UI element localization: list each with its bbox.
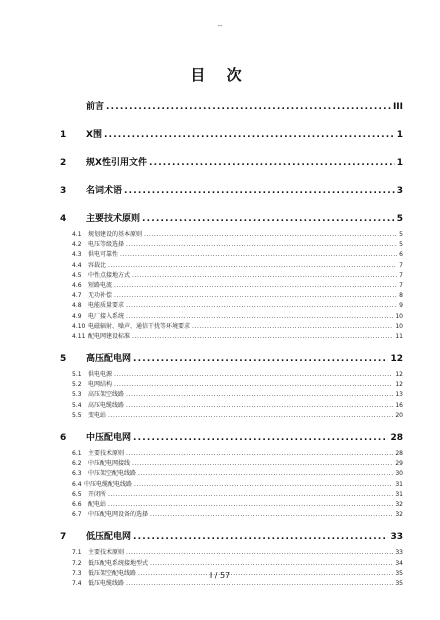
toc-entry-page: 10 <box>395 322 403 330</box>
toc-leader-dots <box>144 230 397 240</box>
toc-section-entry[interactable] <box>60 380 403 390</box>
toc-chapter-entry[interactable] <box>60 427 403 449</box>
toc-section-entry[interactable] <box>60 401 403 411</box>
toc-entry-page: 7 <box>399 261 403 269</box>
toc-leader-dots <box>192 322 393 332</box>
toc-entry-label: 低压电缆线路 <box>88 579 125 587</box>
toc-entry-page: 33 <box>390 532 403 543</box>
toc-entry-number: 4.8 <box>72 302 82 310</box>
toc-entry-page: 20 <box>395 411 403 419</box>
toc-entry-label: 短路电流 <box>88 281 113 289</box>
toc-entry-number: 5.5 <box>72 411 82 419</box>
toc-chapter-entry[interactable] <box>60 124 403 146</box>
toc-entry-page: 10 <box>395 312 403 320</box>
toc-entry-label: 规X性引用文件 <box>86 158 147 168</box>
toc-entry-page: 11 <box>395 332 403 340</box>
toc-chapter-entry[interactable] <box>60 348 403 370</box>
toc-entry-number: 6.5 <box>72 490 82 498</box>
toc-entry-number: 4.11 <box>72 332 86 340</box>
toc-leader-dots <box>126 390 393 400</box>
toc-entry-page: 3 <box>396 186 403 196</box>
toc-entry-label: 名词术语 <box>86 186 123 196</box>
toc-entry-label: 中性点接地方式 <box>88 271 131 279</box>
toc-entry-number: 6.2 <box>72 460 82 468</box>
toc-leader-dots <box>108 411 393 421</box>
toc-entry-page: 28 <box>390 433 403 443</box>
toc-leader-dots <box>108 261 397 271</box>
toc-leader-dots <box>132 332 393 342</box>
toc-entry-number: 4.2 <box>72 241 82 249</box>
toc-section-entry[interactable] <box>60 559 403 569</box>
toc-leader-dots <box>150 510 393 520</box>
toc-entry-number: 4.9 <box>72 312 82 320</box>
toc-entry-page: 31 <box>395 480 403 488</box>
toc-leader-dots <box>126 548 393 558</box>
toc-entry-label: 主要技术原则 <box>88 549 125 557</box>
toc-section-entry[interactable] <box>60 370 403 380</box>
toc-entry-number: 7.4 <box>72 579 82 587</box>
toc-entry-label: 配电网建设标准 <box>88 332 131 340</box>
toc-entry-label: 电磁辐射、噪声、通信干扰等环境要求 <box>88 322 191 330</box>
toc-entry-number: 7.3 <box>72 569 82 577</box>
toc-entry-label: 电网结构 <box>88 381 113 389</box>
toc-entry-number: 6.3 <box>72 470 82 478</box>
toc-entry-number: 5.1 <box>72 371 82 379</box>
toc-entry-label: 变电站 <box>88 411 107 419</box>
toc-entry-page: 35 <box>395 579 403 587</box>
toc-entry-label: 高压架空线路 <box>88 391 125 399</box>
toc-entry-page: 5 <box>396 214 403 224</box>
toc-leader-dots <box>104 124 395 146</box>
toc-section-entry[interactable] <box>60 510 403 520</box>
toc-leader-dots <box>114 380 393 390</box>
toc-entry-page: 32 <box>395 511 403 519</box>
toc-entry-label: 高压电缆线路 <box>88 401 125 409</box>
toc-leader-dots <box>126 401 393 411</box>
toc-entry-number: 1 <box>60 130 67 140</box>
toc-leader-dots <box>126 312 393 322</box>
toc-chapter-entry[interactable] <box>60 152 403 174</box>
toc-section-entry[interactable] <box>60 411 403 421</box>
toc-section-entry[interactable] <box>60 500 403 510</box>
toc-entry-number: 4.6 <box>72 281 82 289</box>
toc-leader-dots <box>114 370 393 380</box>
toc-entry-number: 4 <box>60 214 67 224</box>
toc-entry-label: 无功补偿 <box>88 292 113 300</box>
toc-leader-dots <box>126 240 397 250</box>
toc-section-entry[interactable] <box>60 281 403 291</box>
toc-entry-number: 7.1 <box>72 549 82 557</box>
toc-entry-page: 1 <box>396 158 403 168</box>
toc-leader-dots <box>126 449 393 459</box>
toc-entry-label: 中压配电网 <box>86 433 132 443</box>
toc-entry-page: 29 <box>395 460 403 468</box>
toc-entry-label: 容载比 <box>88 261 107 269</box>
toc-entry-label: 主要技术原则 <box>88 450 125 457</box>
toc-entry-number: 4.4 <box>72 261 82 269</box>
toc-entry-page: 12 <box>395 381 403 389</box>
toc-section-entry[interactable] <box>60 332 403 342</box>
toc-section-entry[interactable] <box>60 312 403 322</box>
toc-entry-number: 6.4 <box>72 480 82 488</box>
toc-entry-label: 前言 <box>86 102 105 112</box>
toc-entry-page: 31 <box>395 490 403 498</box>
toc-entry-number: 7 <box>60 532 67 543</box>
toc-section-entry[interactable] <box>60 449 403 459</box>
toc-entry-number: 5.2 <box>72 381 82 389</box>
toc-entry-page: 12 <box>395 371 403 379</box>
toc-leader-dots <box>124 180 395 202</box>
toc-entry-label: 中压架空配电线路 <box>88 470 137 478</box>
toc-section-entry[interactable] <box>60 250 403 260</box>
toc-entry-label: 中压配电网接线 <box>88 460 131 468</box>
toc-leader-dots <box>132 459 393 469</box>
toc-section-entry[interactable] <box>60 240 403 250</box>
toc-entry-page: 7 <box>399 281 403 289</box>
toc-section-entry[interactable] <box>60 322 403 332</box>
toc-chapter-entry[interactable] <box>60 526 403 548</box>
toc-entry-page: 33 <box>395 549 403 557</box>
toc-section-entry[interactable] <box>60 261 403 271</box>
table-of-contents <box>60 96 403 589</box>
toc-entry-number: 5.4 <box>72 401 82 409</box>
toc-section-entry[interactable] <box>60 459 403 469</box>
toc-entry-page: 5 <box>399 231 403 238</box>
toc-section-entry[interactable] <box>60 490 403 500</box>
toc-leader-dots <box>120 250 397 260</box>
toc-entry-number: 6.7 <box>72 511 82 519</box>
toc-entry-label: 低压架空配电线路 <box>88 569 137 577</box>
toc-leader-dots <box>142 208 395 230</box>
toc-entry-label: 配电站 <box>88 500 107 508</box>
toc-leader-dots <box>108 500 393 510</box>
toc-entry-number: 3 <box>60 186 67 196</box>
toc-entry-number: 4.1 <box>72 231 82 238</box>
toc-entry-page: 28 <box>395 450 403 457</box>
toc-section-entry[interactable] <box>60 271 403 281</box>
toc-chapter-entry[interactable] <box>60 96 403 118</box>
toc-leader-dots <box>133 526 388 548</box>
toc-entry-number: 4.7 <box>72 292 82 300</box>
toc-entry-page: 1 <box>396 130 403 140</box>
toc-leader-dots <box>138 469 393 479</box>
toc-leader-dots <box>133 348 388 370</box>
toc-entry-page: III <box>392 102 403 112</box>
toc-entry-page: 34 <box>395 559 403 567</box>
toc-section-entry[interactable] <box>60 548 403 558</box>
toc-entry-label: 主要技术原则 <box>86 214 141 224</box>
toc-chapter-entry[interactable] <box>60 208 403 230</box>
toc-entry-page: 7 <box>399 271 403 279</box>
toc-entry-label: 中压配电网设备的选择 <box>88 511 149 519</box>
toc-section-entry[interactable] <box>60 291 403 301</box>
toc-section-entry[interactable] <box>60 579 403 589</box>
toc-leader-dots <box>132 271 397 281</box>
toc-leader-dots <box>106 96 391 118</box>
toc-leader-dots <box>150 559 393 569</box>
header-mark: -- <box>217 22 223 30</box>
toc-entry-number: 5.3 <box>72 391 82 399</box>
toc-section-entry[interactable] <box>60 469 403 479</box>
toc-entry-number: 4.10 <box>72 322 86 330</box>
toc-entry-page: 12 <box>390 354 403 365</box>
toc-leader-dots <box>134 480 393 490</box>
toc-entry-label: 高压配电网 <box>86 354 132 365</box>
page-title: 目 次 <box>190 66 250 84</box>
toc-entry-number: 2 <box>60 158 67 168</box>
toc-entry-label: X围 <box>86 130 102 140</box>
toc-entry-page: 35 <box>395 569 403 577</box>
toc-entry-page: 5 <box>399 241 403 249</box>
toc-section-entry[interactable] <box>60 301 403 311</box>
toc-leader-dots <box>126 579 393 589</box>
toc-entry-label: 电能质量要求 <box>88 302 125 310</box>
toc-leader-dots <box>114 291 397 301</box>
toc-entry-label: 电厂接入系统 <box>88 312 125 320</box>
toc-entry-page: 13 <box>395 391 403 399</box>
toc-section-entry[interactable] <box>60 230 403 240</box>
toc-entry-label: 供电电源 <box>88 371 113 379</box>
toc-entry-label: 低压配电系统接地型式 <box>88 559 149 567</box>
toc-chapter-entry[interactable] <box>60 180 403 202</box>
toc-entry-number: 4.5 <box>72 271 82 279</box>
toc-entry-page: 9 <box>399 302 403 310</box>
toc-entry-page: 8 <box>399 292 403 300</box>
toc-entry-page: 32 <box>395 500 403 508</box>
page-indicator: I / 57 <box>209 571 231 580</box>
toc-entry-label: 低压配电网 <box>86 532 132 543</box>
toc-entry-label: 规划建设的基本原则 <box>88 231 143 238</box>
toc-leader-dots <box>149 152 395 174</box>
toc-entry-number: 6 <box>60 433 67 443</box>
toc-entry-page: 16 <box>395 401 403 409</box>
toc-entry-number: 4.3 <box>72 251 82 259</box>
toc-leader-dots <box>126 301 397 311</box>
toc-entry-number: 5 <box>60 354 67 365</box>
toc-entry-page: 30 <box>395 470 403 478</box>
toc-entry-label: 中压电缆配电线路 <box>84 480 133 488</box>
toc-entry-page: 6 <box>399 251 403 259</box>
toc-entry-label: 供电可靠性 <box>88 251 119 259</box>
toc-leader-dots <box>114 281 397 291</box>
toc-entry-number: 7.2 <box>72 559 82 567</box>
toc-leader-dots <box>133 427 388 449</box>
toc-section-entry[interactable] <box>60 480 403 490</box>
toc-leader-dots <box>108 490 393 500</box>
toc-entry-number: 6.6 <box>72 500 82 508</box>
toc-entry-number: 6.1 <box>72 450 82 457</box>
toc-entry-label: 电压等级选择 <box>88 241 125 249</box>
toc-entry-label: 开闭所 <box>88 490 107 498</box>
toc-section-entry[interactable] <box>60 390 403 400</box>
